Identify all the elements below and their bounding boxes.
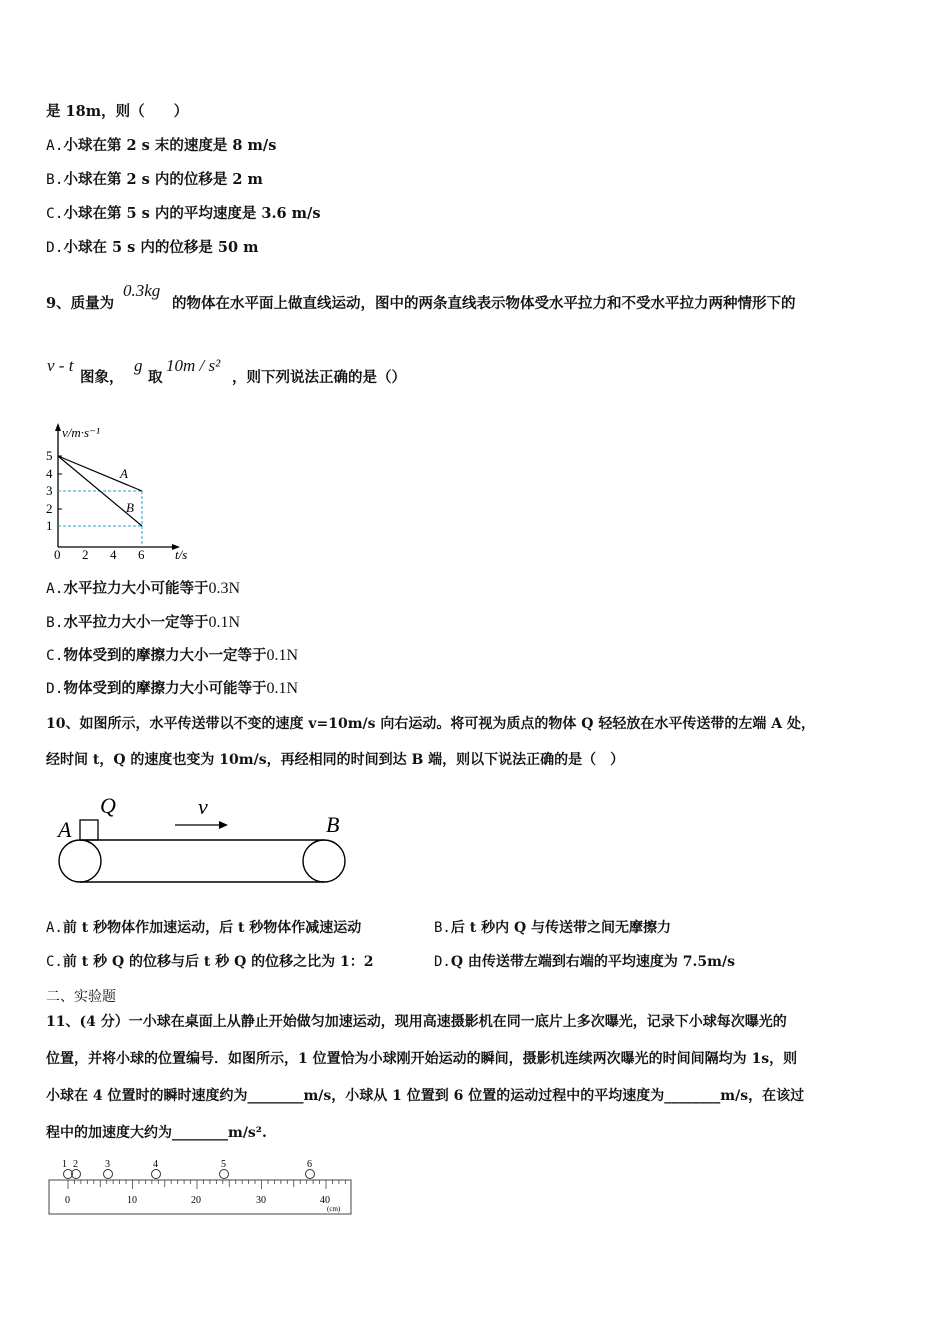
label-a: A (58, 817, 72, 842)
q8-option-a: A.小球在第 2 s 末的速度是 8 m/s (46, 137, 277, 154)
q11-line1: 11、(4 分）一小球在桌面上从静止开始做匀加速运动，现用高速摄影机在同一底片上多次曝光，记录下小球每次曝光的 (46, 1014, 787, 1030)
label-line-b: B (126, 500, 134, 515)
label-line-a: A (120, 466, 128, 481)
ball-4 (152, 1170, 161, 1179)
q8-option-b: B.小球在第 2 s 内的位移是 2 m (46, 171, 263, 188)
ball-5 (220, 1170, 229, 1179)
y-tick-label-4: 4 (46, 466, 53, 481)
label-v: v (198, 794, 208, 819)
q9-gval: 10m / s² (166, 356, 221, 375)
y-tick-label-1: 1 (46, 518, 53, 533)
q9-text1: 的物体在水平面上做直线运动，图中的两条直线表示物体受水平拉力和不受水平拉力两种情形下的 (172, 295, 796, 312)
x-tick-label-2: 2 (82, 547, 89, 562)
section-heading: 二、实验题 (46, 989, 116, 1005)
ball-label-5: 5 (221, 1159, 226, 1170)
q9-g: g (134, 356, 143, 375)
q9-text2: 图象， (80, 369, 124, 386)
y-tick-label-3: 3 (46, 483, 53, 498)
y-tick-label-5: 5 (46, 448, 53, 463)
x-tick-label-4: 4 (110, 547, 117, 562)
x-tick-label-0: 0 (54, 547, 61, 562)
q9-option-b: B.水平拉力大小一定等于0.1N (46, 614, 241, 631)
line-a (58, 456, 142, 491)
ball-6 (306, 1170, 315, 1179)
block-q (80, 820, 98, 840)
q9-take: 取 (148, 369, 163, 386)
y-axis-arrow-icon (55, 423, 61, 431)
q9-vt: v - t (47, 356, 74, 375)
q10-line2: 经时间 t，Q 的速度也变为 10m/s，再经相同的时间到达 B 端，则以下说法正确的是（ ） (46, 752, 625, 768)
q9-option-a: A.水平拉力大小可能等于0.3N (46, 580, 241, 597)
q11-line2: 位置，并将小球的位置编号．如图所示，1 位置恰为小球刚开始运动的瞬间，摄影机连续两次曝光的时间间隔均为 1s，则 (46, 1051, 798, 1067)
graph-xlabel: t/s (175, 547, 188, 562)
q10-option-b: B.后 t 秒内 Q 与传送带之间无摩擦力 (434, 920, 672, 936)
ruler-ticks (68, 1180, 345, 1189)
q11-line4: 程中的加速度大约为________m/s². (46, 1125, 267, 1141)
scale-label-10: 10 (127, 1195, 137, 1206)
q9-prefix: 9、质量为 (46, 295, 115, 312)
ball-label-3: 3 (105, 1159, 110, 1170)
scale-label-30: 30 (256, 1195, 266, 1206)
x-tick-label-6: 6 (138, 547, 145, 562)
scale-label-40: 40 (320, 1195, 330, 1206)
right-roller (303, 840, 345, 882)
q11-line3: 小球在 4 位置时的瞬时速度约为________m/s，小球从 1 位置到 6 位置的运动过程中的平均速度为________m/s，在该过 (46, 1088, 805, 1104)
ball-label-2: 2 (73, 1159, 78, 1170)
conveyor-diagram (50, 790, 360, 890)
left-roller (59, 840, 101, 882)
y-tick-label-2: 2 (46, 501, 53, 516)
q10-option-d: D.Q 由传送带左端到右端的平均速度为 7.5m/s (434, 954, 735, 970)
graph-ylabel: v/m·s⁻¹ (62, 425, 100, 440)
scale-label-20: 20 (191, 1195, 201, 1206)
ruler-unit: (cm) (327, 1205, 341, 1213)
q9-mass: 0.3kg (123, 281, 161, 300)
q8-option-d: D.小球在 5 s 内的位移是 50 m (46, 239, 259, 256)
ball-label-1: 1 (62, 1159, 67, 1170)
q9-option-c: C.物体受到的摩擦力大小一定等于0.1N (46, 647, 299, 664)
q10-line1: 10、如图所示，水平传送带以不变的速度 v=10m/s 向右运动。将可视为质点的物体 Q 轻轻放在水平传送带的左端 A 处， (46, 716, 815, 732)
q8-tail: 是 18m，则（ ） (46, 103, 189, 120)
q9-option-d: D.物体受到的摩擦力大小可能等于0.1N (46, 680, 299, 697)
scale-label-0: 0 (65, 1195, 70, 1206)
label-b: B (326, 812, 340, 837)
q8-option-c: C.小球在第 5 s 内的平均速度是 3.6 m/s (46, 205, 321, 222)
q9-text3: ，则下列说法正确的是（） (232, 369, 406, 386)
vt-graph (40, 420, 190, 565)
ball-3 (104, 1170, 113, 1179)
ball-label-4: 4 (153, 1159, 158, 1170)
arrow-head-icon (219, 821, 228, 829)
label-q: Q (100, 793, 116, 818)
q10-option-a: A.前 t 秒物体作加速运动，后 t 秒物体作减速运动 (46, 920, 362, 936)
ruler-figure (48, 1158, 354, 1218)
ball-label-6: 6 (307, 1159, 312, 1170)
q10-option-c: C.前 t 秒 Q 的位移与后 t 秒 Q 的位移之比为 1：2 (46, 954, 374, 970)
